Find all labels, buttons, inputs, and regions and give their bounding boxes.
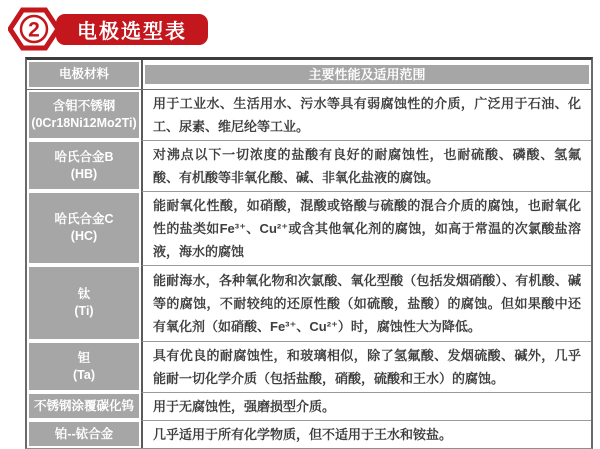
material-code: (HB) xyxy=(70,166,98,181)
material-name: 铂--铱合金 xyxy=(54,426,114,441)
performance-text: 用于工业水、生活用水、污水等具有弱腐蚀性的介质，广泛用于石油、化工、尿素、维尼纶等工业。 xyxy=(153,96,581,134)
material-name: 钛 xyxy=(77,287,91,302)
hexagon-icon xyxy=(8,7,60,51)
performance-text: 几乎适用于所有化学物质，但不适用于王水和铵盐。 xyxy=(153,427,453,442)
performance-cell xyxy=(141,265,591,341)
performance-cell xyxy=(141,420,591,448)
material-code: (Ta) xyxy=(73,367,95,382)
performance-cell xyxy=(141,90,591,140)
material-name: 钽 xyxy=(77,350,91,365)
material-cell xyxy=(27,90,141,140)
material-label xyxy=(29,394,139,418)
performance-text: 能耐氧化性酸，如硝酸，混酸或铬酸与硫酸的混合介质的腐蚀，也耐氧化性的盐类如Fe³⁺、Cu²⁺或含其他氧化剂的腐蚀，如高于常温的次氯酸盐溶液，海水的腐蚀 xyxy=(153,198,581,259)
section-heading xyxy=(8,6,208,52)
material-cell xyxy=(27,265,141,341)
table-row xyxy=(27,420,591,448)
performance-cell xyxy=(141,191,591,265)
performance-cell xyxy=(141,392,591,420)
material-label xyxy=(29,142,139,189)
table-row xyxy=(27,191,591,265)
column-header-material: 电极材料 xyxy=(29,62,139,87)
performance-cell xyxy=(141,140,591,191)
performance-text: 具有优良的耐腐蚀性，和玻璃相似，除了氢氟酸、发烟硫酸、碱外，几乎能耐一切化学介质（包括盐酸，硝酸，硫酸和王水）的腐蚀。 xyxy=(153,348,581,386)
title-pill xyxy=(56,14,208,45)
header-cell-performance xyxy=(141,60,591,89)
table-row xyxy=(27,140,591,191)
column-header-performance: 主要性能及适用范围 xyxy=(145,65,589,85)
electrode-selection-table xyxy=(25,57,593,449)
material-name: 哈氏合金B xyxy=(54,149,114,164)
material-label xyxy=(29,343,139,390)
material-code: (Ti) xyxy=(74,304,94,318)
material-label xyxy=(29,92,139,138)
material-name: 含钼不锈钢 xyxy=(52,99,116,114)
table-row xyxy=(27,341,591,392)
material-label xyxy=(29,267,139,339)
table-header-row xyxy=(27,60,591,90)
table-row xyxy=(27,392,591,420)
hexagon-number-badge xyxy=(8,7,60,51)
performance-text: 用于无腐蚀性，强磨损型介质。 xyxy=(153,399,336,414)
performance-cell xyxy=(141,341,591,392)
material-label xyxy=(29,193,139,263)
table-row xyxy=(27,265,591,341)
material-code: (0Cr18Ni12Mo2Ti) xyxy=(31,116,137,130)
material-cell xyxy=(27,191,141,265)
material-name: 哈氏合金C xyxy=(54,212,114,227)
table-row xyxy=(27,90,591,140)
performance-text: 对沸点以下一切浓度的盐酸有良好的耐腐蚀性，也耐硫酸、磷酸、氢氟酸、有机酸等非氧化酸、碱、非氧化盐液的腐蚀。 xyxy=(153,147,581,185)
material-label xyxy=(29,422,139,446)
material-code: (HC) xyxy=(70,229,98,243)
page-title: 电极选型表 xyxy=(77,20,187,43)
table-body xyxy=(27,90,591,448)
material-name: 不锈钢涂覆碳化钨 xyxy=(33,398,134,413)
performance-text: 能耐海水，各种氧化物和次氯酸、氧化型酸（包括发烟硝酸）、有机酸、碱等的腐蚀，不耐较纯的还原性酸（如硫酸，盐酸）的腐蚀。但如果酸中还有氧化剂（如硝酸、Fe³⁺、Cu²⁺）时，腐蚀性大为降低。 xyxy=(153,273,581,334)
material-cell xyxy=(27,140,141,191)
header-cell-material xyxy=(27,60,141,89)
badge-number: 2 xyxy=(28,18,40,42)
material-cell xyxy=(27,420,141,448)
material-cell xyxy=(27,392,141,420)
material-cell xyxy=(27,341,141,392)
